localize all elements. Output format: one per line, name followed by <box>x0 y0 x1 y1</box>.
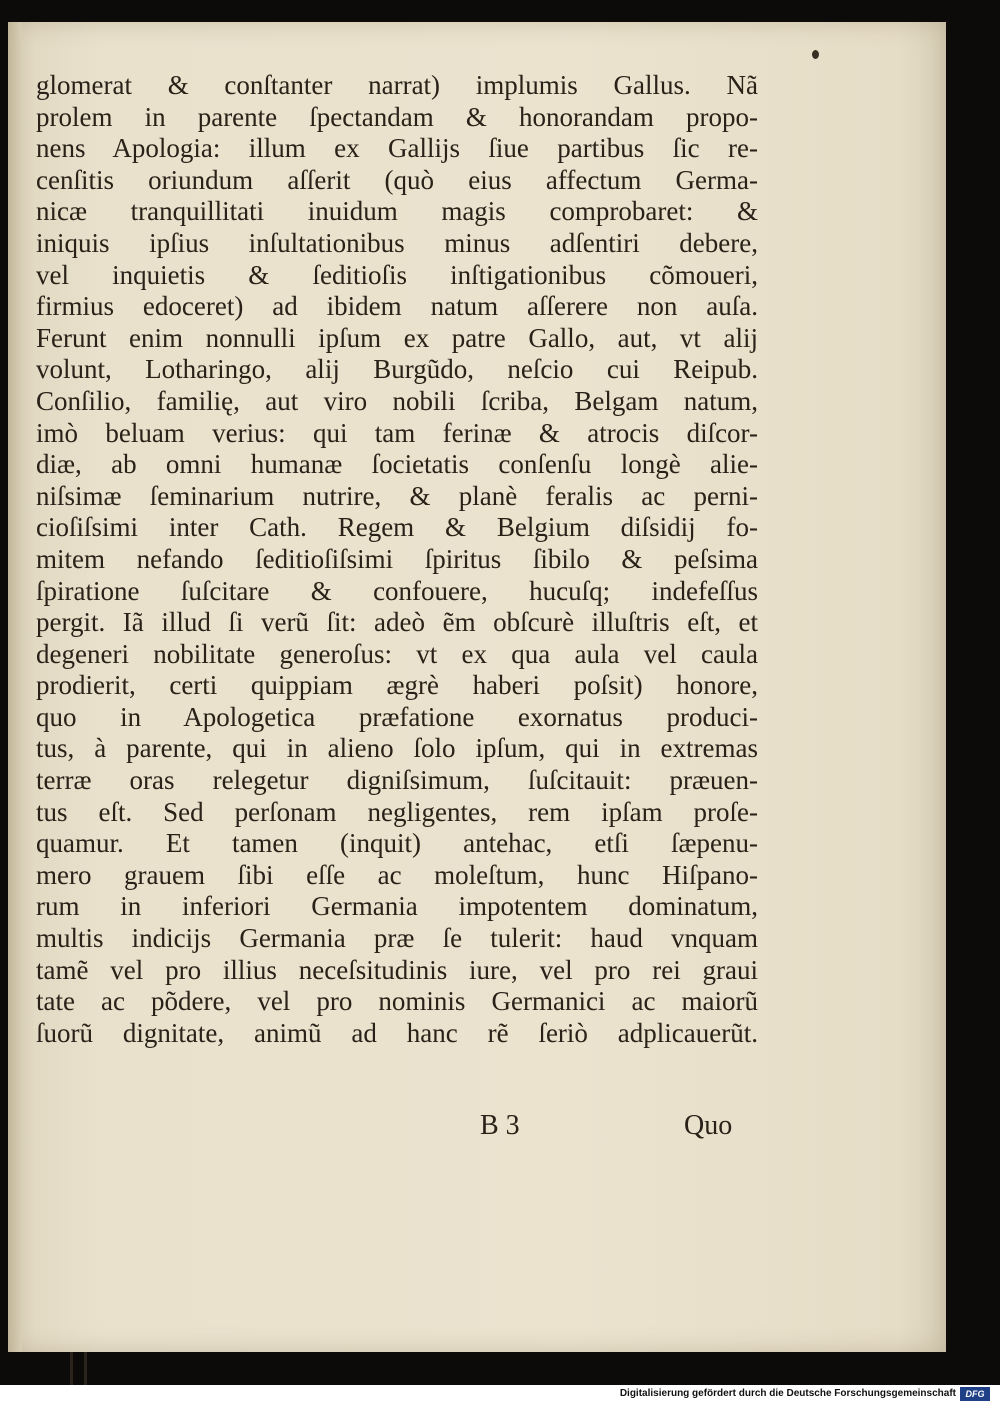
text-line: multis indicijs Germania præ ſe tulerit: haud vnquam <box>36 923 758 954</box>
text-line: glomerat & conſtanter narrat) implumis Gallus. Nã <box>36 70 758 100</box>
text-line: volunt, Lotharingo, alij Burgũdo, neſcio cui Reipub. <box>36 354 758 385</box>
text-line: iniquis ipſius inſultationibus minus adſentiri debere, <box>36 227 758 258</box>
text-line: nicæ tranquillitati inuidum magis comprobaret: & <box>36 196 758 227</box>
text-line: rum in inferiori Germania impotentem dominatum, <box>36 891 758 922</box>
binding-thread <box>84 1352 87 1385</box>
body-text <box>36 70 758 1049</box>
text-line: prodierit, certi quippiam ægrè haberi poſsit) honore, <box>36 670 758 701</box>
text-line: pergit. Iã illud ſi verũ ſit: adeò ẽm obſcurè illuſtris eſt, et <box>36 607 758 638</box>
text-line: tamẽ vel pro illius neceſsitudinis iure, vel pro rei graui <box>36 954 758 985</box>
text-line: prolem in parente ſpectandam & honorandam propo- <box>36 101 758 132</box>
text-line: quo in Apologetica præfatione exornatus produci- <box>36 701 758 732</box>
footer-bar <box>0 1385 1000 1405</box>
text-line: diæ, ab omni humanæ ſocietatis conſenſu longè alie- <box>36 449 758 480</box>
text-line: cenſitis oriundum aſſerit (quò eius affectum Germa- <box>36 164 758 195</box>
text-line: tus eſt. Sed perſonam negligentes, rem ipſam proſe- <box>36 796 758 827</box>
text-line: nens Apologia: illum ex Gallijs ſiue partibus ſic re- <box>36 133 758 164</box>
catchword: Quo <box>684 1110 733 1141</box>
binding-thread-marks <box>70 1352 100 1385</box>
text-line: imò beluam verius: qui tam ferinæ & atrocis diſcor- <box>36 417 758 448</box>
text-line: ſuorũ dignitate, animũ ad hanc rẽ ſeriò adplicauerũt. <box>36 1017 758 1048</box>
text-line: mitem nefando ſeditioſiſsimi ſpiritus ſibilo & peſsima <box>36 543 758 574</box>
signature-mark: B 3 <box>480 1110 520 1141</box>
footer-credit: Digitalisierung gefördert durch die Deutsche Forschungsgemeinschaft <box>619 1388 956 1399</box>
text-line: vel inquietis & ſeditioſis inſtigationibus cõmoueri, <box>36 259 758 290</box>
text-line: Conſilio, familię, aut viro nobili ſcriba, Belgam natum, <box>36 385 758 416</box>
text-line: tate ac põdere, vel pro nominis Germanici ac maiorũ <box>36 986 758 1017</box>
scan-edge-strip <box>946 22 978 1352</box>
page-gutter-shadow <box>8 22 22 1352</box>
text-line: cioſiſsimi inter Cath. Regem & Belgium diſsidij fo- <box>36 512 758 543</box>
text-line: niſsimæ ſeminarium nutrire, & planè feralis ac perni- <box>36 480 758 511</box>
text-line: mero grauem ſibi eſſe ac moleſtum, hunc Hiſpano- <box>36 859 758 890</box>
binding-thread <box>70 1352 73 1385</box>
text-line: terræ oras relegetur digniſsimum, ſuſcitauit: præuen- <box>36 765 758 796</box>
text-line: tus, à parente, qui in alieno ſolo ipſum, qui in extremas <box>36 733 758 764</box>
ink-spot <box>812 50 819 59</box>
text-line: firmius edoceret) ad ibidem natum aſſerere non auſa. <box>36 291 758 322</box>
text-line: Ferunt enim nonnulli ipſum ex patre Gallo, aut, vt alij <box>36 322 758 353</box>
text-line: ſpiratione ſuſcitare & confouere, hucuſq; indefeſſus <box>36 575 758 606</box>
text-line: quamur. Et tamen (inquit) antehac, etſi ſæpenu- <box>36 828 758 859</box>
dfg-logo-icon: DFG <box>960 1387 990 1401</box>
text-line: degeneri nobilitate generoſus: vt ex qua aula vel caula <box>36 638 758 669</box>
